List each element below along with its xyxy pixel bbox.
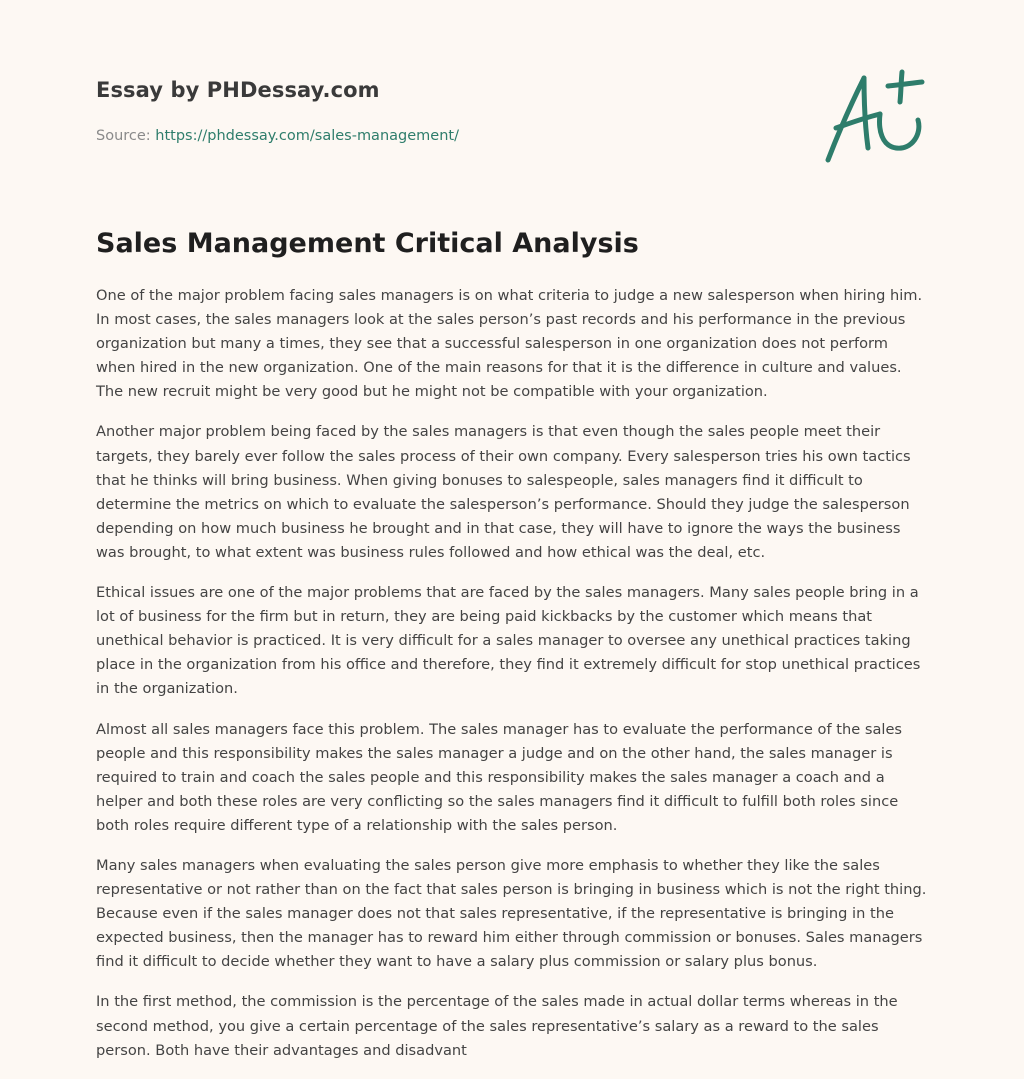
essay-body: [96, 284, 932, 1079]
essay-header: [96, 76, 696, 146]
source-label: Source:: [96, 128, 156, 144]
paragraph: Ethical issues are one of the major problems that are faced by the sales managers. Many sales people bring in a lot of business for the firm but in return, they are being paid kickbacks by the customer which means that unethical behavior is practiced. It is very difficult for a sales manager to oversee any unethical practices taking place in the organization from his office and therefore, they find it extremely difficult for stop unethical practices in the organization.: [96, 584, 921, 698]
paragraph: In the first method, the commission is the percentage of the sales made in actual dollar terms whereas in the second method, you give a certain percentage of the sales representative’s salary as a reward to the sales person. Both have their advantages and disadvant: [96, 993, 898, 1059]
paragraph: Another major problem being faced by the sales managers is that even though the sales people meet their targets, they barely ever follow the sales process of their own company. Every salesperson tries his own tactics that he thinks will bring business. When giving bonuses to salespeople, sales managers find it difficult to determine the metrics on which to evaluate the salesperson’s performance. Should they judge the salesperson depending on how much business he brought and in that case, they will have to ignore the ways the business was brought, to what extent was business rules followed and how ethical was the deal, etc.: [96, 423, 911, 561]
source-line: [96, 126, 696, 146]
paragraph: Almost all sales managers face this problem. The sales manager has to evaluate the performance of the sales people and this responsibility makes the sales manager a judge and on the other hand, the sales manager is required to train and coach the sales people and this responsibility makes the sales manager a coach and a helper and both these roles are very conflicting so the sales managers find it difficult to fulfill both roles since both roles require different type of a relationship with the sales person.: [96, 720, 903, 834]
a-plus-grade-icon: [818, 68, 930, 166]
source-link[interactable]: https://phdessay.com/sales-management/: [155, 128, 459, 144]
site-brand: Essay by PHDessay.com: [96, 78, 380, 102]
paragraph: One of the major problem facing sales managers is on what criteria to judge a new salesperson when hiring him. In most cases, the sales managers look at the sales person’s past records and his performance in the previous organization but many a times, they see that a successful salesperson in one organization does not perform when hired in the new organization. One of the main reasons for that it is the difference in culture and values. The new recruit might be very good but he might not be compatible with your organization.: [96, 287, 923, 401]
essay-title: Sales Management Critical Analysis: [96, 228, 639, 259]
paragraph: Many sales managers when evaluating the sales person give more emphasis to whether they like the sales representative or not rather than on the fact that sales person is bringing in business which is not the right thing. Because even if the sales manager does not that sales representative, if the representative is bringing in the expected business, then the manager has to reward him either through commission or bonuses. Sales managers find it difficult to decide whether they want to have a salary plus commission or salary plus bonus.: [96, 856, 927, 971]
